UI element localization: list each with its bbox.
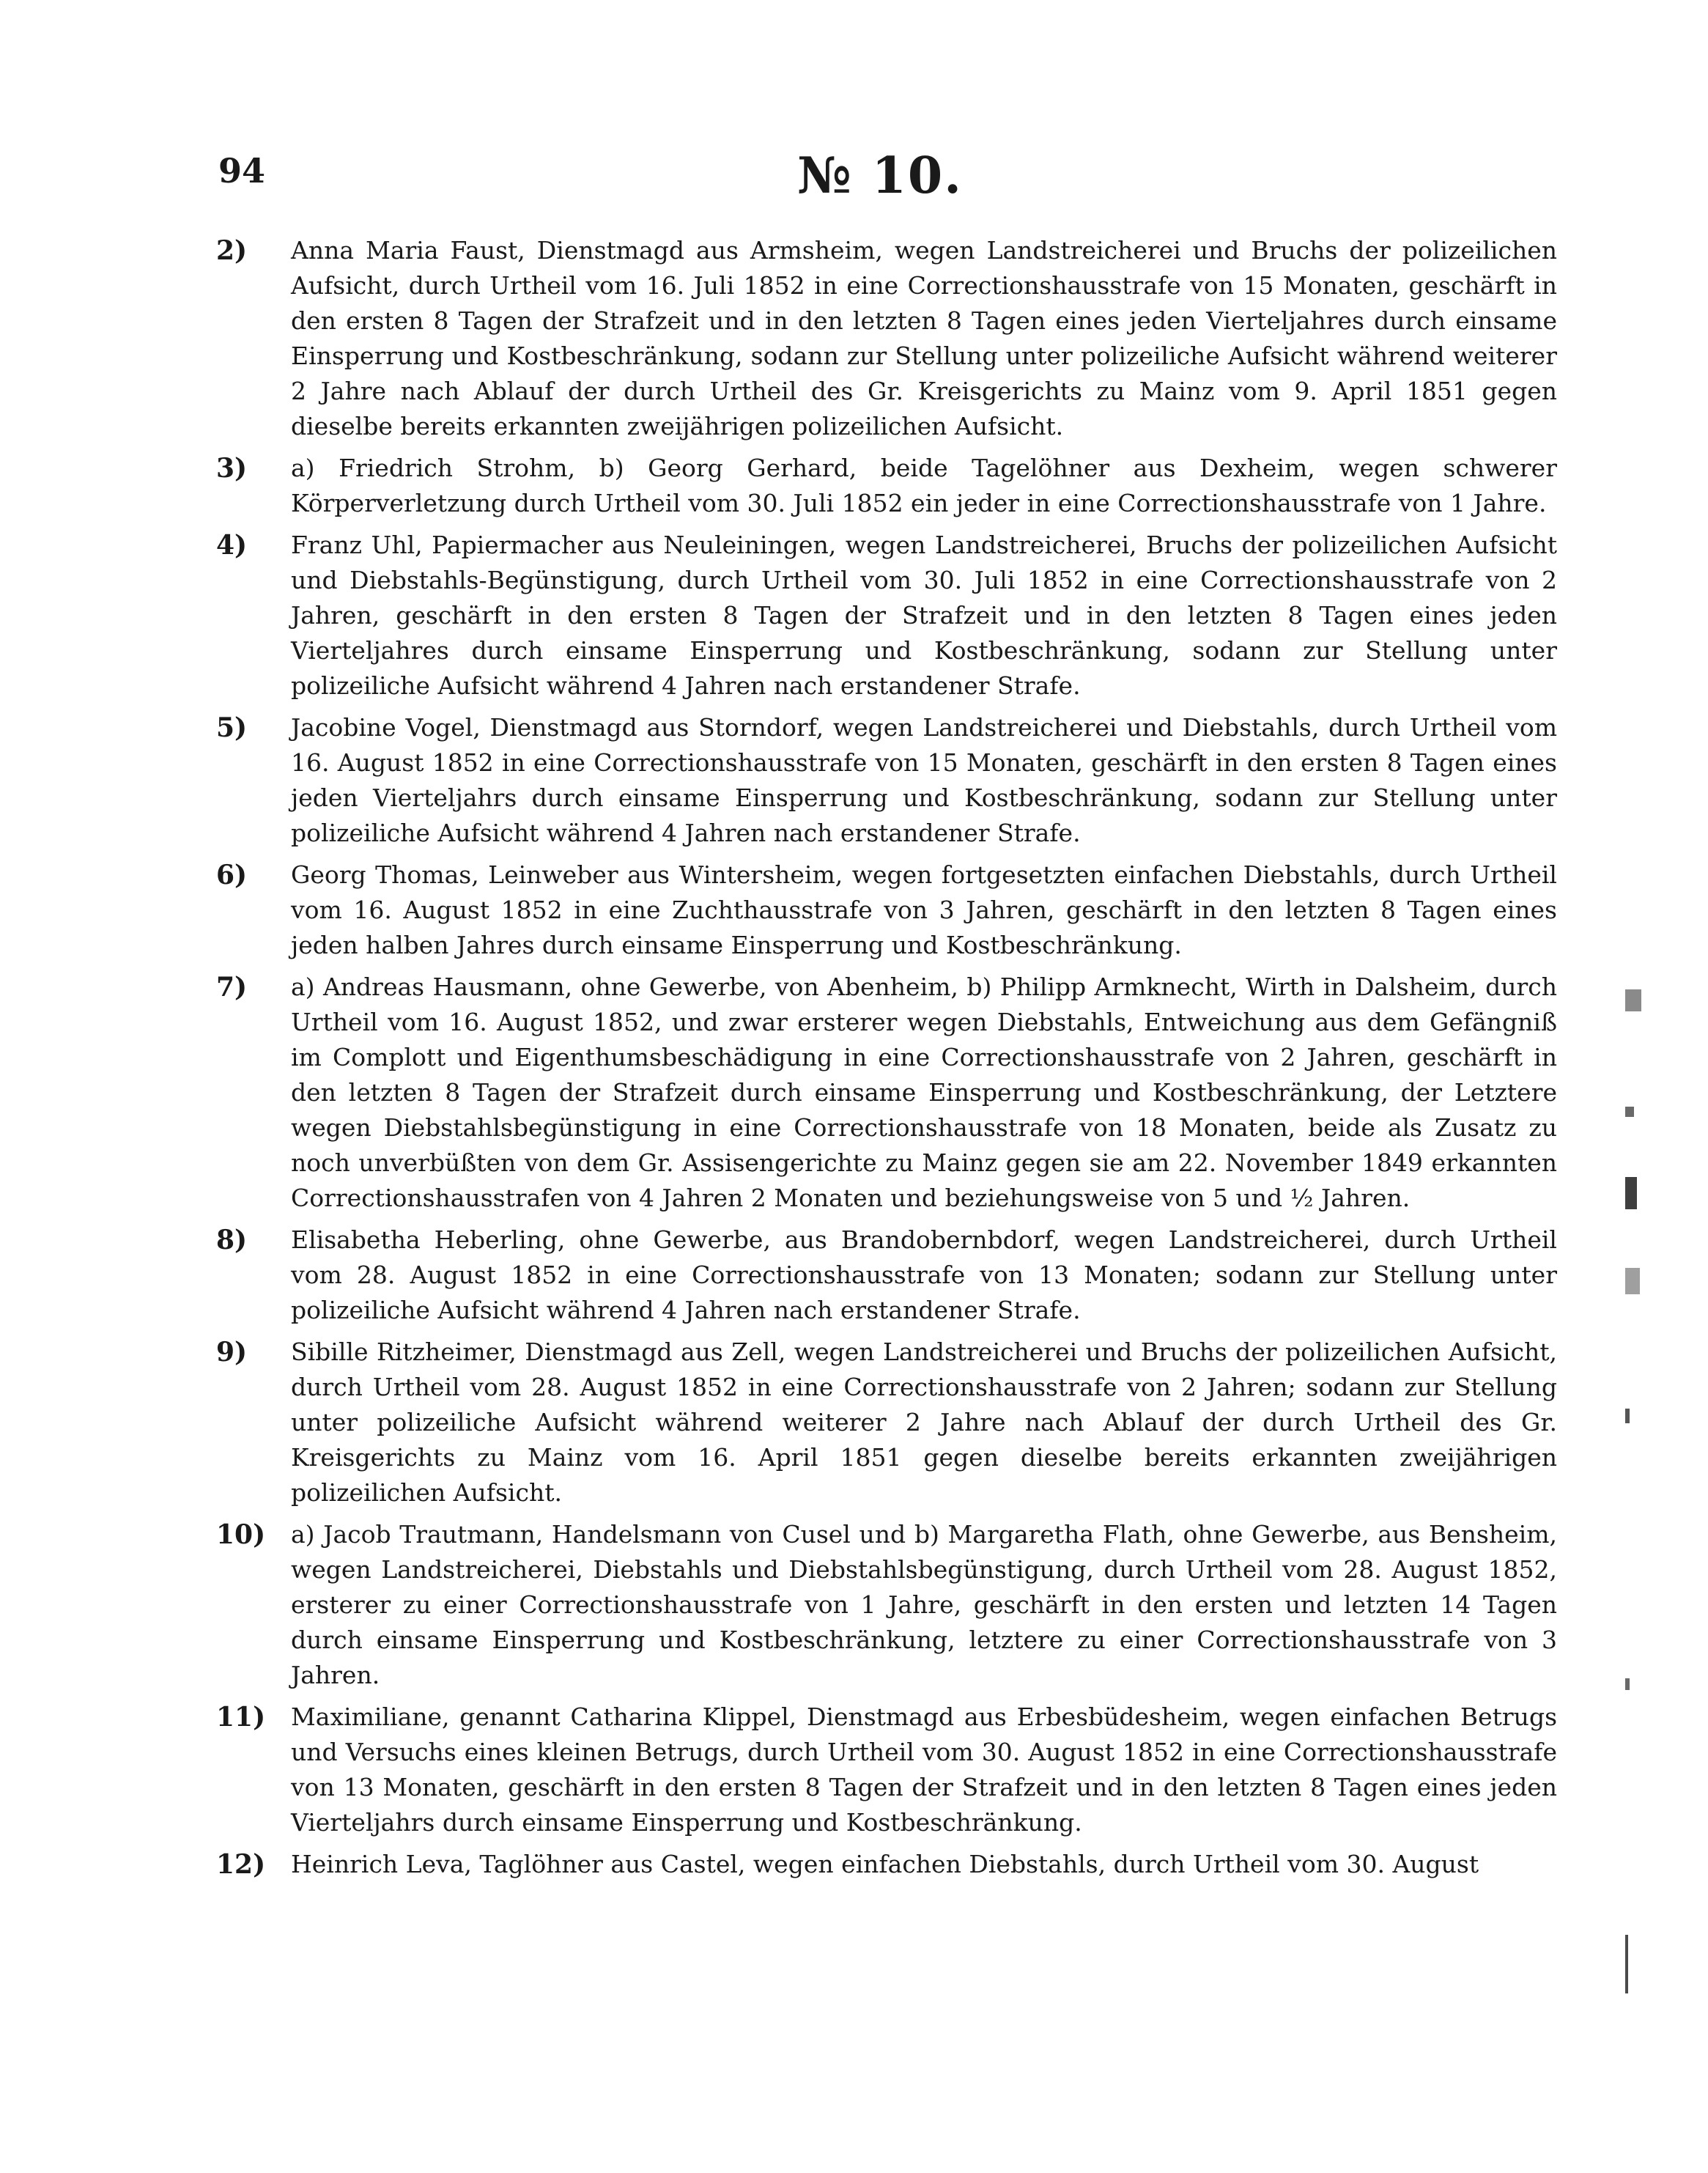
scan-mark [1625,1268,1640,1294]
entry-text: Sibille Ritzheimer, Dienstmagd aus Zell, wegen Landstreicherei und Bruchs der polizeilichen Aufsicht, durch Urtheil vom 28. August 1852 in eine Correctionshausstrafe von 2 Jahren; sodann zur Stellung unter polizeiliche Aufsicht während weiterer 2 Jahre nach Ablauf der durch Urtheil des Gr. Kreisgerichts zu Mainz vom 16. April 1851 gegen dieselbe bereits erkannten zweijährigen polizeilichen Aufsicht. [291,1338,1557,1507]
list-item [216,528,1557,704]
entry-number: 11) [216,1702,266,1733]
issue-number: № 10. [797,147,963,205]
list-item [216,1517,1557,1693]
list-item [216,233,1557,444]
list-item [216,1335,1557,1510]
entry-text: Jacobine Vogel, Dienstmagd aus Storndorf, wegen Landstreicherei und Diebstahls, durch Urtheil vom 16. August 1852 in eine Correctionshausstrafe von 15 Monaten, geschärft in den ersten 8 Tagen eines jeden Vierteljahrs durch einsame Einsperrung und Kostbeschränkung, sodann zur Stellung unter polizeiliche Aufsicht während 4 Jahren nach erstandener Strafe. [291,713,1557,847]
entry-text: a) Jacob Trautmann, Handelsmann von Cusel und b) Margaretha Flath, ohne Gewerbe, aus Bensheim, wegen Landstreicherei, Diebstahls und Diebstahlsbegünstigung, durch Urtheil vom 28. August 1852, ersterer zu einer Correctionshausstrafe von 1 Jahre, geschärft in den ersten und letzten 14 Tagen durch einsame Einsperrung und Kostbeschränkung, letztere zu einer Correctionshausstrafe von 3 Jahren. [291,1520,1557,1689]
list-item [216,970,1557,1216]
entry-number: 5) [216,712,248,743]
entry-text: Elisabetha Heberling, ohne Gewerbe, aus Brandobernbdorf, wegen Landstreicherei, durch Urtheil vom 28. August 1852 in eine Correctionshausstrafe von 13 Monaten; sodann zur Stellung unter polizeiliche Aufsicht während 4 Jahren nach erstandener Strafe. [291,1225,1557,1324]
scan-mark [1625,1678,1630,1690]
entry-number: 6) [216,860,248,890]
margin-scan-marks [1625,975,1655,2001]
entry-text: Franz Uhl, Papiermacher aus Neuleiningen, wegen Landstreicherei, Bruchs der polizeilichen Aufsicht und Diebstahls-Begünstigung, durch Urtheil vom 30. Juli 1852 in eine Correctionshausstrafe von 2 Jahren, geschärft in den ersten 8 Tagen der Strafzeit und in den letzten 8 Tagen eines jeden Vierteljahres durch einsame Einsperrung und Kostbeschränkung, sodann zur Stellung unter polizeiliche Aufsicht während 4 Jahren nach erstandener Strafe. [291,531,1557,700]
entry-number: 12) [216,1849,266,1880]
entry-text: Georg Thomas, Leinweber aus Wintersheim, wegen fortgesetzten einfachen Diebstahls, durch Urtheil vom 16. August 1852 in eine Zuchthausstrafe von 3 Jahren, geschärft in den letzten 8 Tagen eines jeden halben Jahres durch einsame Einsperrung und Kostbeschränkung. [291,860,1557,959]
page-number: 94 [218,151,266,191]
list-item [216,1700,1557,1840]
list-item [216,1222,1557,1328]
entry-text: Maximiliane, genannt Catharina Klippel, Dienstmagd aus Erbesbüdesheim, wegen einfachen Betrugs und Versuchs eines kleinen Betrugs, durch Urtheil vom 30. August 1852 in eine Correctionshausstrafe von 13 Monaten, geschärft in den ersten 8 Tagen der Strafzeit und in den letzten 8 Tagen eines jeden Vierteljahrs durch einsame Einsperrung und Kostbeschränkung. [291,1702,1557,1837]
list-item [216,710,1557,851]
entry-text: Heinrich Leva, Taglöhner aus Castel, wegen einfachen Diebstahls, durch Urtheil vom 30. August [291,1850,1479,1878]
entry-number: 7) [216,972,248,1003]
entry-number: 2) [216,235,248,266]
scan-mark [1625,989,1641,1011]
entry-text: a) Friedrich Strohm, b) Georg Gerhard, beide Tagelöhner aus Dexheim, wegen schwerer Körperverletzung durch Urtheil vom 30. Juli 1852 ein jeder in eine Correctionshausstrafe von 1 Jahre. [291,454,1557,517]
scan-mark [1625,1409,1630,1423]
entry-number: 8) [216,1225,248,1255]
list-item [216,451,1557,521]
scan-mark [1625,1935,1628,1993]
entry-list [216,233,1557,1889]
entry-number: 9) [216,1337,248,1368]
entry-number: 4) [216,530,248,561]
entry-text: a) Andreas Hausmann, ohne Gewerbe, von Abenheim, b) Philipp Armknecht, Wirth in Dalsheim, durch Urtheil vom 16. August 1852, und zwar ersterer wegen Diebstahls, Entweichung aus dem Gefängniß im Complott und Eigenthumsbeschädigung in eine Correctionshausstrafe von 2 Jahren, geschärft in den letzten 8 Tagen der Strafzeit durch einsame Einsperrung und Kostbeschränkung, der Letztere wegen Diebstahlsbegünstigung in eine Correctionshausstrafe von 18 Monaten, beide als Zusatz zu noch unverbüßten von dem Gr. Assisengerichte zu Mainz gegen sie am 22. November 1849 erkannten Correctionshausstrafen von 4 Jahren 2 Monaten und beziehungsweise von 5 und ½ Jahren. [291,973,1557,1212]
entry-text: Anna Maria Faust, Dienstmagd aus Armsheim, wegen Landstreicherei und Bruchs der polizeilichen Aufsicht, durch Urtheil vom 16. Juli 1852 in eine Correctionshausstrafe von 15 Monaten, geschärft in den ersten 8 Tagen der Strafzeit und in den letzten 8 Tagen eines jeden Vierteljahres durch einsame Einsperrung und Kostbeschränkung, sodann zur Stellung unter polizeiliche Aufsicht während weiterer 2 Jahre nach Ablauf der durch Urtheil des Gr. Kreisgerichts zu Mainz vom 9. April 1851 gegen dieselbe bereits erkannten zweijährigen polizeilichen Aufsicht. [291,236,1557,440]
scan-mark [1625,1177,1637,1209]
entry-number: 3) [216,453,248,484]
entry-number: 10) [216,1519,266,1550]
list-item [216,1847,1557,1882]
list-item [216,857,1557,963]
scan-mark [1625,1107,1634,1117]
